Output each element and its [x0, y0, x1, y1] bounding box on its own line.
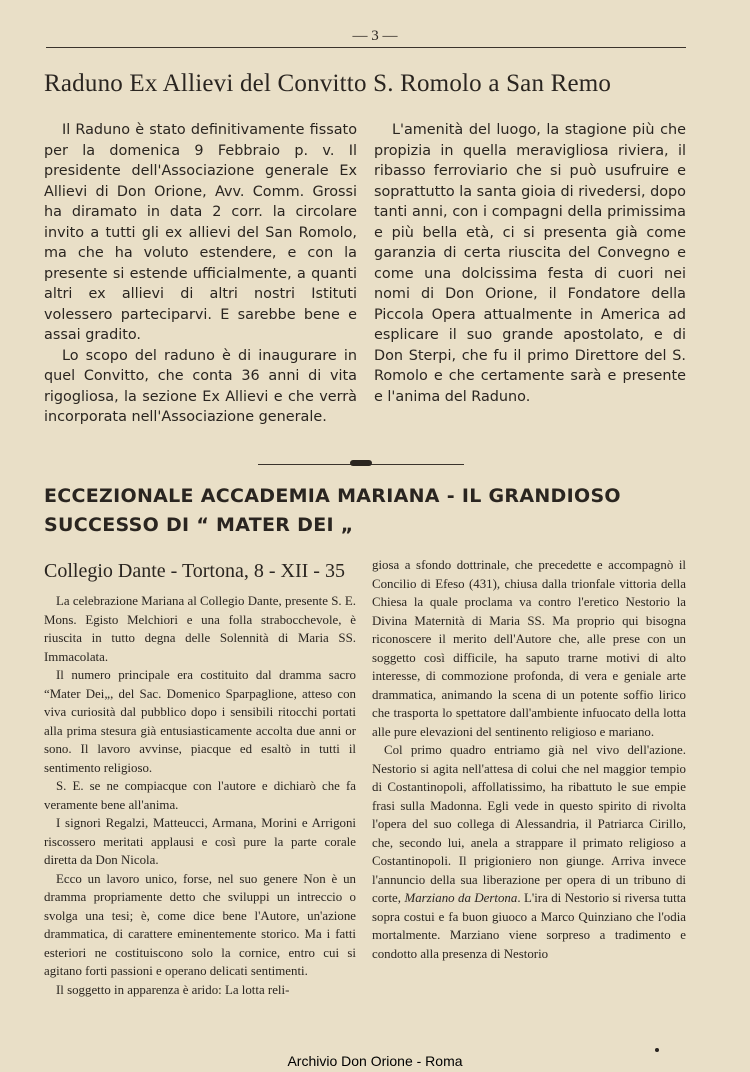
article2-left-paragraph: Il numero principale era costituito dal dramma sacro “Mater Dei„, del Sac. Domenico Sparpaglione, atteso con viva curiosità dal pubblico dopo i sensibili ritocchi portati alla prima stesura già entusiasticamente accolta due anni or sono. Il lavoro avvinse, piacque ed esaltò in tutti il sentimento religioso.	[44, 668, 356, 775]
article2-left-paragraph: La celebrazione Mariana al Collegio Dante, presente S. E. Mons. Egisto Melchiori e una folla strabocchevole, è riuscita in tutto degna delle Solennità di Maria SS. Immacolata.	[44, 594, 356, 664]
archive-footer: Archivio Don Orione - Roma	[287, 1053, 463, 1069]
article1-left-column	[44, 120, 357, 428]
article2-right-paragraph	[372, 741, 686, 963]
top-rule	[46, 47, 686, 48]
article2-italic-name: Marziano da Dertona	[404, 891, 518, 905]
article1-right-paragraph: L'amenità del luogo, la stagione più che propizia in quella meravigliosa riviera, il ribasso ferroviario che si può usufruire e soprattutto la santa gioia di rivedersi, dopo tanti anni, con i compagni della primissima e più bella età, ci si presenta già come garanzia di certa riuscita del Convegno e come una dolcissima festa di cuori nei nomi di Don Orione, il Fondatore della Piccola Opera attualmente in America ad esplicare il suo grande apostolato, e di Don Sterpi, che fu il primo Direttore del S. Romolo e che certamente sarà e presente e l'anima del Raduno.	[374, 122, 686, 405]
article2-subtitle: Collegio Dante - Tortona, 8 - XII - 35	[44, 560, 345, 582]
article2-left-paragraph: S. E. se ne compiacque con l'autore e dichiarò che fa veramente bene all'anima.	[44, 779, 356, 812]
article1-right-column	[374, 120, 686, 407]
article1-left-paragraph: Lo scopo del raduno è di inaugurare in quel Convitto, che conta 36 anni di vita rigogliosa, la sezione Ex Allievi e che verrà incorporata nell'Associazione generale.	[44, 347, 357, 425]
article1-title: Raduno Ex Allievi del Convitto S. Romolo a San Remo	[44, 70, 612, 97]
article2-right-text: Col primo quadro entriamo già nel vivo dell'azione. Nestorio si agita nell'attesa di colui che nel maggior tempio di Costantinopoli, affollatissimo, ha ribattuto le sue empie frasi sulla Madonna. Egli vede in questo spirito di rivolta l'opera del suo collega di Alessandria, il Patriarca Cirillo, che, secondo lui, anela a strappare il primato religioso a Costantinopoli. Il prigioniero non giunge. Arriva invece l'annuncio della sua liberazione per opera di un tribuno di corte,	[372, 743, 686, 905]
article2-left-paragraph: I signori Regalzi, Matteucci, Armana, Morini e Arrigoni riscossero meritati applausi e così pure la parte corale diretta da Don Nicola.	[44, 816, 356, 867]
article2-left-paragraph: Ecco un lavoro unico, forse, nel suo genere Non è un dramma propriamente detto che sviluppi un intreccio o svolga una tesi; è, come dice bene l'Autore, un'azione drammatica, di carattere eminentemente storico. Ma i fatti esteriori ne costituiscono solo la cornice, entro cui si agitano forti passioni e operano delicati sentimenti.	[44, 871, 356, 978]
article2-right-tail: . L'ira di Nestorio si riversa tutta sopra costui e fa buon giuoco a Marco Quinziano che l'odia mortalmente. Marziano viene sorpreso a tradimento e condotto alla presenza di Nestorio	[372, 891, 686, 961]
article2-left-paragraph: Il soggetto in apparenza è arido: La lotta reli-	[56, 982, 290, 997]
article2-title: ECCEZIONALE ACCADEMIA MARIANA - IL GRANDIOSO SUCCESSO DI “ MATER DEI „	[44, 485, 621, 536]
page-number: — 3 —	[352, 28, 398, 44]
paper-speck	[655, 1048, 659, 1052]
divider-ornament	[350, 460, 372, 466]
article2-right-paragraph: giosa a sfondo dottrinale, che precedette e accompagnò il Concilio di Efeso (431), chiusa dalla trionfale vittoria della Chiesa la quale proclama va contro l'eretico Nestorio la Divina Maternità di Maria SS. Ma proprio qui bisogna riconoscere il merito dell'Autore che, alle prese con un soggetto così difficile, ha saputo trarne motivi di alto interesse, di commozione profonda, di vera e geniale arte drammatica, animando la scena di un potente soffio lirico che trasporta lo spettatore dall'ambiente infuocato della lotta alle pure elevazioni del sentinento religioso e mariano.	[372, 558, 686, 739]
article1-left-paragraph: Il Raduno è stato definitivamente fissato per la domenica 9 Febbraio p. v. Il presidente dell'Associazione generale Ex Allievi di Don Orione, Avv. Comm. Grossi ha diramato in data 2 corr. la circolare invito a tutti gli ex allievi del San Romolo, ma che ha voluto estendere, e con la presente si estende ufficialmente, a quanti altri ex allievi di altri nostri Istituti volessero parteciparvi. E sarebbe bene e assai gradito.	[44, 122, 357, 343]
article2-right-column	[372, 556, 686, 963]
article2-left-column	[44, 592, 356, 999]
